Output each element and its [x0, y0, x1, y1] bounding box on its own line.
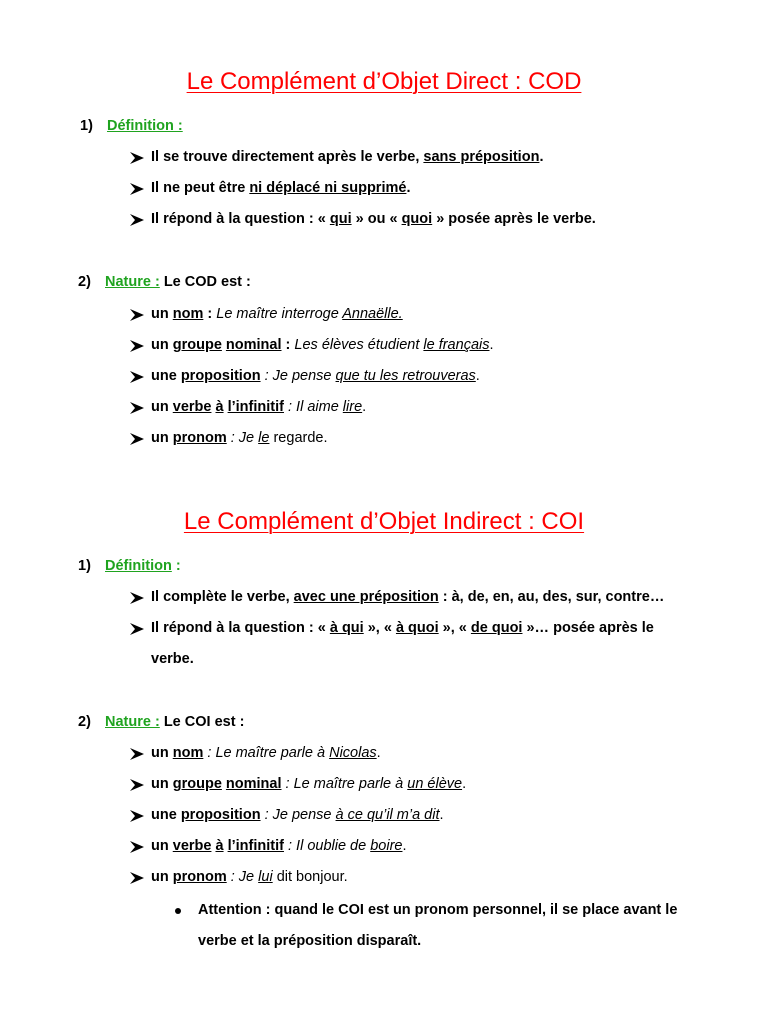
section-intro: Le COI est :	[159, 714, 245, 730]
arrow-bullet-icon	[130, 371, 144, 383]
arrow-bullet-icon	[130, 623, 144, 635]
section-label: Définition :	[107, 118, 183, 134]
arrow-bullet-icon	[130, 309, 144, 321]
arrow-bullet-icon	[130, 402, 144, 414]
arrow-bullet-icon	[130, 152, 144, 164]
cod-definition-heading	[80, 118, 183, 134]
section-number: 2)	[78, 714, 91, 730]
document-page: Le Complément d’Objet Direct : COD 1) Définition : Il se trouve directement après le verbe, sans préposition. Il ne peut être ni déplacé ni supprimé. Il répond à la question : « qui » ou « quoi » posée après le verbe. 2) Nature : Le COD est : un nom : Le maître interroge Annaëlle. un groupe nominal : Les élèves étudient le français. une proposition : Je pense que tu les retrouveras. un verbe à l’infinitif : Il aime lire. un pronom : Je le regarde. Le Complément d’Objet Indirect : COI 1) Définition : Il complète le verbe, avec une préposition : à, de, en, au, des, sur, contre… Il répond à la question : « à qui », « à quoi », « de quoi »… posée après le verbe. 2) Nature : Le COI est : un nom : Le maître parle à Nicolas. un groupe nominal : Le maître parle à un élève. une proposition : Je pense à ce qu’il m’a dit. un verbe à l’infinitif : Il oublie de boire. un pronom : Je lui dit bonjour. Attention : quand le COI est un pronom personnel, il se place avant le verbe et la préposition disparaît.	[0, 0, 768, 1024]
arrow-bullet-icon	[130, 841, 144, 853]
coi-attention-note-line-2: verbe et la préposition disparaît.	[198, 933, 422, 949]
arrow-bullet-icon	[130, 592, 144, 604]
round-bullet-icon	[175, 908, 181, 914]
cod-title: Le Complément d’Objet Direct : COD	[186, 68, 582, 95]
section-label: Définition	[105, 558, 172, 574]
coi-definition-heading: 1) Définition :	[78, 558, 181, 574]
section-intro: Le COD est :	[159, 274, 251, 290]
arrow-bullet-icon	[130, 872, 144, 884]
section-number: 1)	[78, 558, 91, 574]
section-number: 1)	[80, 118, 93, 134]
coi-title: Le Complément d’Objet Indirect : COI	[183, 508, 585, 535]
coi-nature-heading	[78, 714, 244, 730]
arrow-bullet-icon	[130, 748, 144, 760]
section-number: 2)	[78, 274, 91, 290]
arrow-bullet-icon	[130, 810, 144, 822]
arrow-bullet-icon	[130, 183, 144, 195]
cod-nature-heading	[78, 274, 251, 290]
arrow-bullet-icon	[130, 433, 144, 445]
section-label: Nature :	[105, 714, 160, 730]
section-label: Nature :	[105, 274, 160, 290]
coi-attention-note-line-1: Attention : quand le COI est un pronom personnel, il se place avant le	[198, 902, 678, 918]
arrow-bullet-icon	[130, 779, 144, 791]
arrow-bullet-icon	[130, 214, 144, 226]
arrow-bullet-icon	[130, 340, 144, 352]
